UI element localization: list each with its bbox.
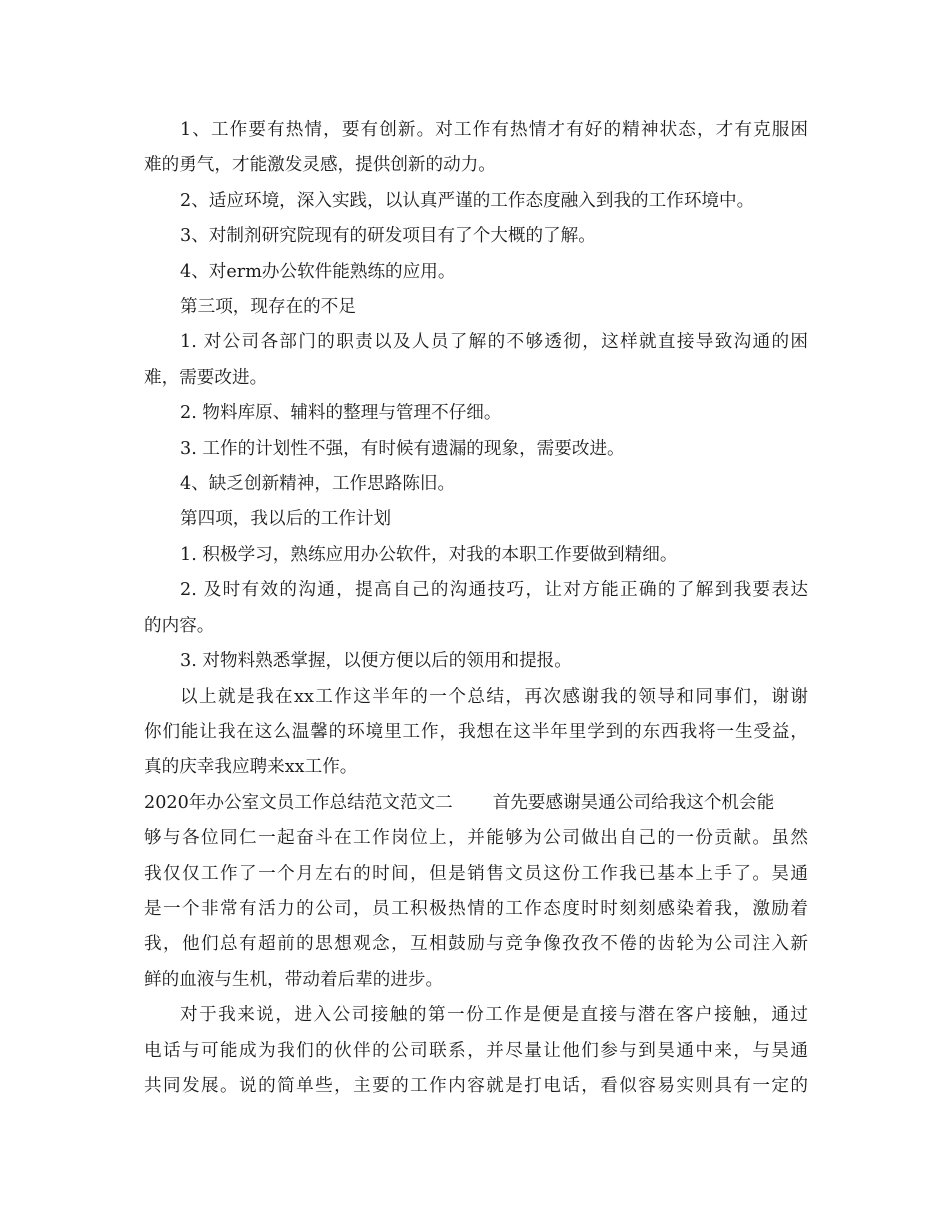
text-line: 我，他们总有超前的思想观念，互相鼓励与竞争像孜孜不倦的齿轮为公司注入新 (144, 934, 808, 955)
text-line: 2. 物料库原、辅料的整理与管理不仔细。 (180, 403, 502, 424)
text-line: 真的庆幸我应聘来xx工作。 (144, 757, 358, 778)
text-line (144, 786, 808, 821)
text-fragment: 首先要感谢昊通公司给我这个机会能 (492, 792, 775, 813)
text-line: 1、工作要有热情，要有创新。对工作有热情才有好的精神状态，才有克服困 (180, 120, 808, 140)
text-line: 1. 对公司各部门的职责以及人员了解的不够透彻，这样就直接导致沟通的困 (180, 332, 808, 353)
section-heading: 第四项，我以后的工作计划 (180, 509, 392, 530)
text-line: 对于我来说，进入公司接触的第一份工作是便是直接与潜在客户接触，通过 (180, 1005, 808, 1026)
article-title: 2020年办公室文员工作总结范文范文二 (144, 792, 453, 813)
text-line: 4、对erm办公软件能熟练的应用。 (180, 261, 456, 282)
text-line: 以上就是我在xx工作这半年的一个总结，再次感谢我的领导和同事们，谢谢 (180, 686, 808, 707)
text-line: 2、适应环境，深入实践，以认真严谨的工作态度融入到我的工作环境中。 (180, 190, 755, 211)
text-line: 的内容。 (144, 615, 215, 636)
text-line: 够与各位同仁一起奋斗在工作岗位上，并能够为公司做出自己的一份贡献。虽然 (144, 828, 808, 849)
text-line: 鲜的血液与生机，带动着后辈的进步。 (144, 969, 444, 990)
document-page (144, 113, 808, 1104)
text-line: 1. 积极学习，熟练应用办公软件，对我的本职工作要做到精细。 (180, 544, 678, 565)
text-line: 你们能让我在这么温馨的环境里工作，我想在这半年里学到的东西我将一生受益， (144, 721, 808, 742)
text-line: 4、缺乏创新精神，工作思路陈旧。 (180, 474, 456, 495)
text-line: 难的勇气，才能激发灵感，提供创新的动力。 (144, 155, 496, 176)
text-line: 3. 工作的计划性不强，有时候有遗漏的现象，需要改进。 (180, 438, 625, 459)
text-line: 难，需要改进。 (144, 367, 268, 388)
section-heading: 第三项，现存在的不足 (180, 297, 356, 318)
text-line: 共同发展。说的简单些，主要的工作内容就是打电话，看似容易实则具有一定的 (144, 1075, 808, 1096)
text-line: 3. 对物料熟悉掌握，以便方便以后的领用和提报。 (180, 651, 572, 672)
text-line: 电话与可能成为我们的伙伴的公司联系，并尽量让他们参与到昊通中来，与昊通 (144, 1040, 808, 1061)
text-line: 是一个非常有活力的公司，员工积极热情的工作态度时时刻刻感染着我，激励着 (144, 898, 808, 919)
text-line: 我仅仅工作了一个月左右的时间，但是销售文员这份工作我已基本上手了。昊通 (144, 863, 808, 884)
text-line: 3、对制剂研究院现有的研发项目有了个大概的了解。 (180, 226, 596, 247)
text-line: 2. 及时有效的沟通，提高自己的沟通技巧，让对方能正确的了解到我要表达 (180, 580, 808, 601)
